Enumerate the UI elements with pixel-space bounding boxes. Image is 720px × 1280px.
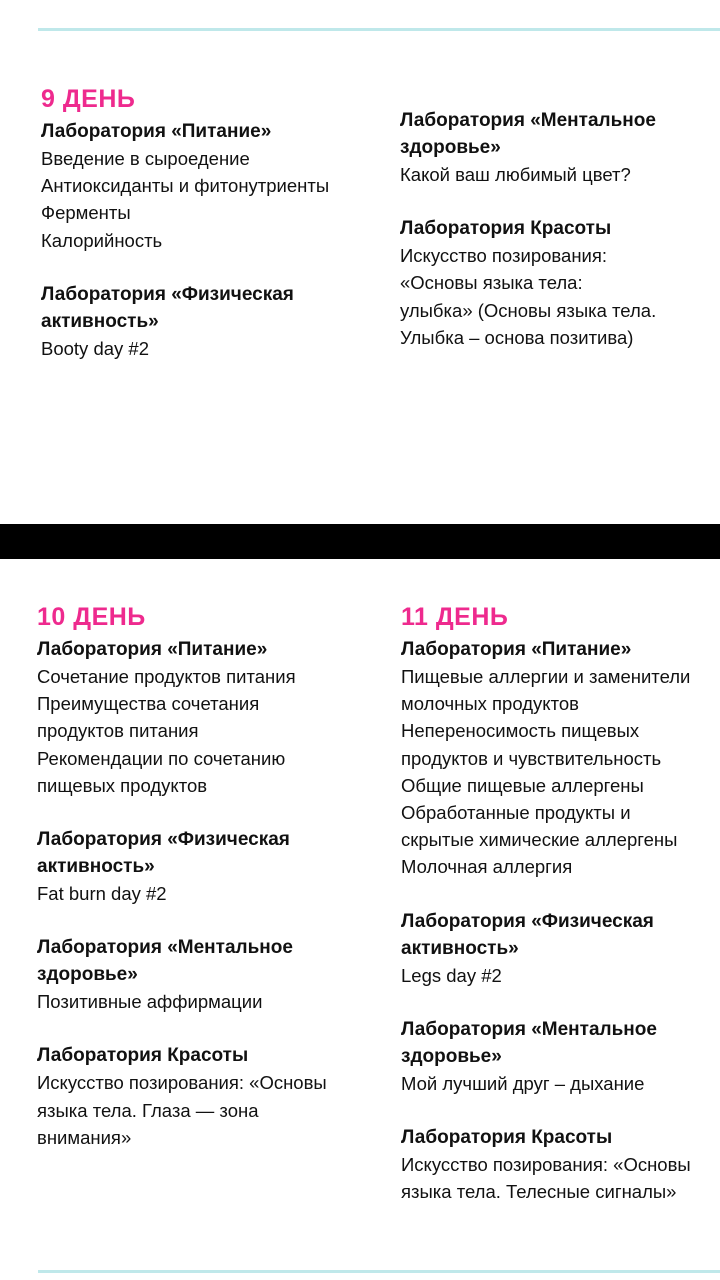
day10-fitness-title-line1: Лаборатория «Физическая [37, 829, 290, 851]
day10-beauty-section [37, 1042, 382, 1151]
list-item: Fat burn day #2 [37, 883, 167, 905]
day11-mental-title-line1: Лаборатория «Ментальное [401, 1018, 657, 1040]
list-item: Общие пищевые аллергены [401, 774, 644, 796]
list-item: Позитивные аффирмации [37, 991, 263, 1013]
day11-beauty-section [401, 1124, 720, 1205]
list-item: Непереносимость пищевых [401, 720, 640, 742]
day11-beauty-title: Лаборатория Красоты [401, 1127, 613, 1149]
list-item: Улыбка – основа позитива) [400, 326, 634, 348]
list-item: Рекомендации по сочетанию [37, 747, 286, 769]
day11-fitness-title-line1: Лаборатория «Физическая [401, 910, 654, 932]
day10-mental-title-line1: Лаборатория «Ментальное [37, 937, 293, 959]
day9-mental-title-line1: Лаборатория «Ментальное [400, 110, 656, 131]
list-item: Legs day #2 [401, 964, 502, 986]
day9-mental-section [400, 107, 720, 188]
day11-column [401, 602, 720, 1232]
day11-nutrition-section [401, 636, 720, 881]
list-item: «Основы языка тела: [400, 272, 583, 294]
list-item: Пищевые аллергии и заменители [401, 666, 691, 687]
day9-left-column [41, 84, 371, 389]
day10-title: 10 ДЕНЬ [37, 603, 146, 631]
list-item: скрытые химические аллергены [401, 829, 678, 851]
list-item: Введение в сыроедение [41, 148, 250, 169]
day10-nutrition-title: Лаборатория «Питание» [37, 639, 268, 660]
day9-beauty-section [400, 215, 720, 351]
list-item: Искусство позирования: «Основы [401, 1154, 691, 1176]
list-item: продуктов и чувствительность [401, 747, 662, 769]
day10-beauty-title: Лаборатория Красоты [37, 1045, 249, 1067]
day10-fitness-title-line2: активность» [37, 856, 155, 878]
day10-mental-section [37, 934, 382, 1015]
day10-fitness-section [37, 826, 382, 907]
list-item: Искусство позирования: [400, 245, 608, 267]
list-item: Booty day #2 [41, 337, 149, 359]
day10-mental-title-line2: здоровье» [37, 964, 138, 986]
list-item: Обработанные продукты и [401, 802, 631, 824]
list-item: пищевых продуктов [37, 774, 208, 796]
list-item: языка тела. Глаза — зона [37, 1099, 259, 1121]
list-item: Антиоксиданты и фитонутриенты [41, 175, 330, 197]
day9-fitness-title-line2: активность» [41, 310, 159, 332]
day11-nutrition-title: Лаборатория «Питание» [401, 639, 632, 660]
list-item: Ферменты [41, 202, 131, 224]
list-item: Какой ваш любимый цвет? [400, 164, 631, 185]
bottom-divider [38, 1270, 720, 1273]
list-item: Мой лучший друг – дыхание [401, 1072, 645, 1094]
list-item: Преимущества сочетания [37, 693, 260, 715]
list-item: Сочетание продуктов питания [37, 666, 296, 687]
list-item: продуктов питания [37, 720, 199, 742]
list-item: Молочная аллергия [401, 856, 573, 878]
section-separator-band [0, 524, 720, 559]
day11-fitness-title-line2: активность» [401, 937, 519, 959]
day10-column [37, 602, 382, 1178]
list-item: улыбка» (Основы языка тела. [400, 299, 657, 321]
day9-mental-title-line2: здоровье» [400, 137, 501, 158]
top-divider [38, 28, 720, 31]
day11-title: 11 ДЕНЬ [401, 603, 509, 631]
day9-beauty-title: Лаборатория Красоты [400, 218, 612, 240]
list-item: внимания» [37, 1126, 132, 1148]
day9-fitness-section [41, 281, 371, 362]
day9-nutrition-section [41, 118, 371, 254]
list-item: молочных продуктов [401, 693, 579, 715]
list-item: Калорийность [41, 229, 163, 251]
day11-fitness-section [401, 908, 720, 989]
day9-title: 9 ДЕНЬ [41, 85, 136, 113]
list-item: языка тела. Телесные сигналы» [401, 1181, 677, 1203]
day9-right-column [400, 107, 720, 378]
list-item: Искусство позирования: «Основы [37, 1072, 327, 1094]
day9-nutrition-title: Лаборатория «Питание» [41, 121, 272, 142]
day9-fitness-title-line1: Лаборатория «Физическая [41, 283, 294, 305]
day10-nutrition-section [37, 636, 382, 799]
day11-mental-section [401, 1016, 720, 1097]
day11-mental-title-line2: здоровье» [401, 1045, 502, 1067]
